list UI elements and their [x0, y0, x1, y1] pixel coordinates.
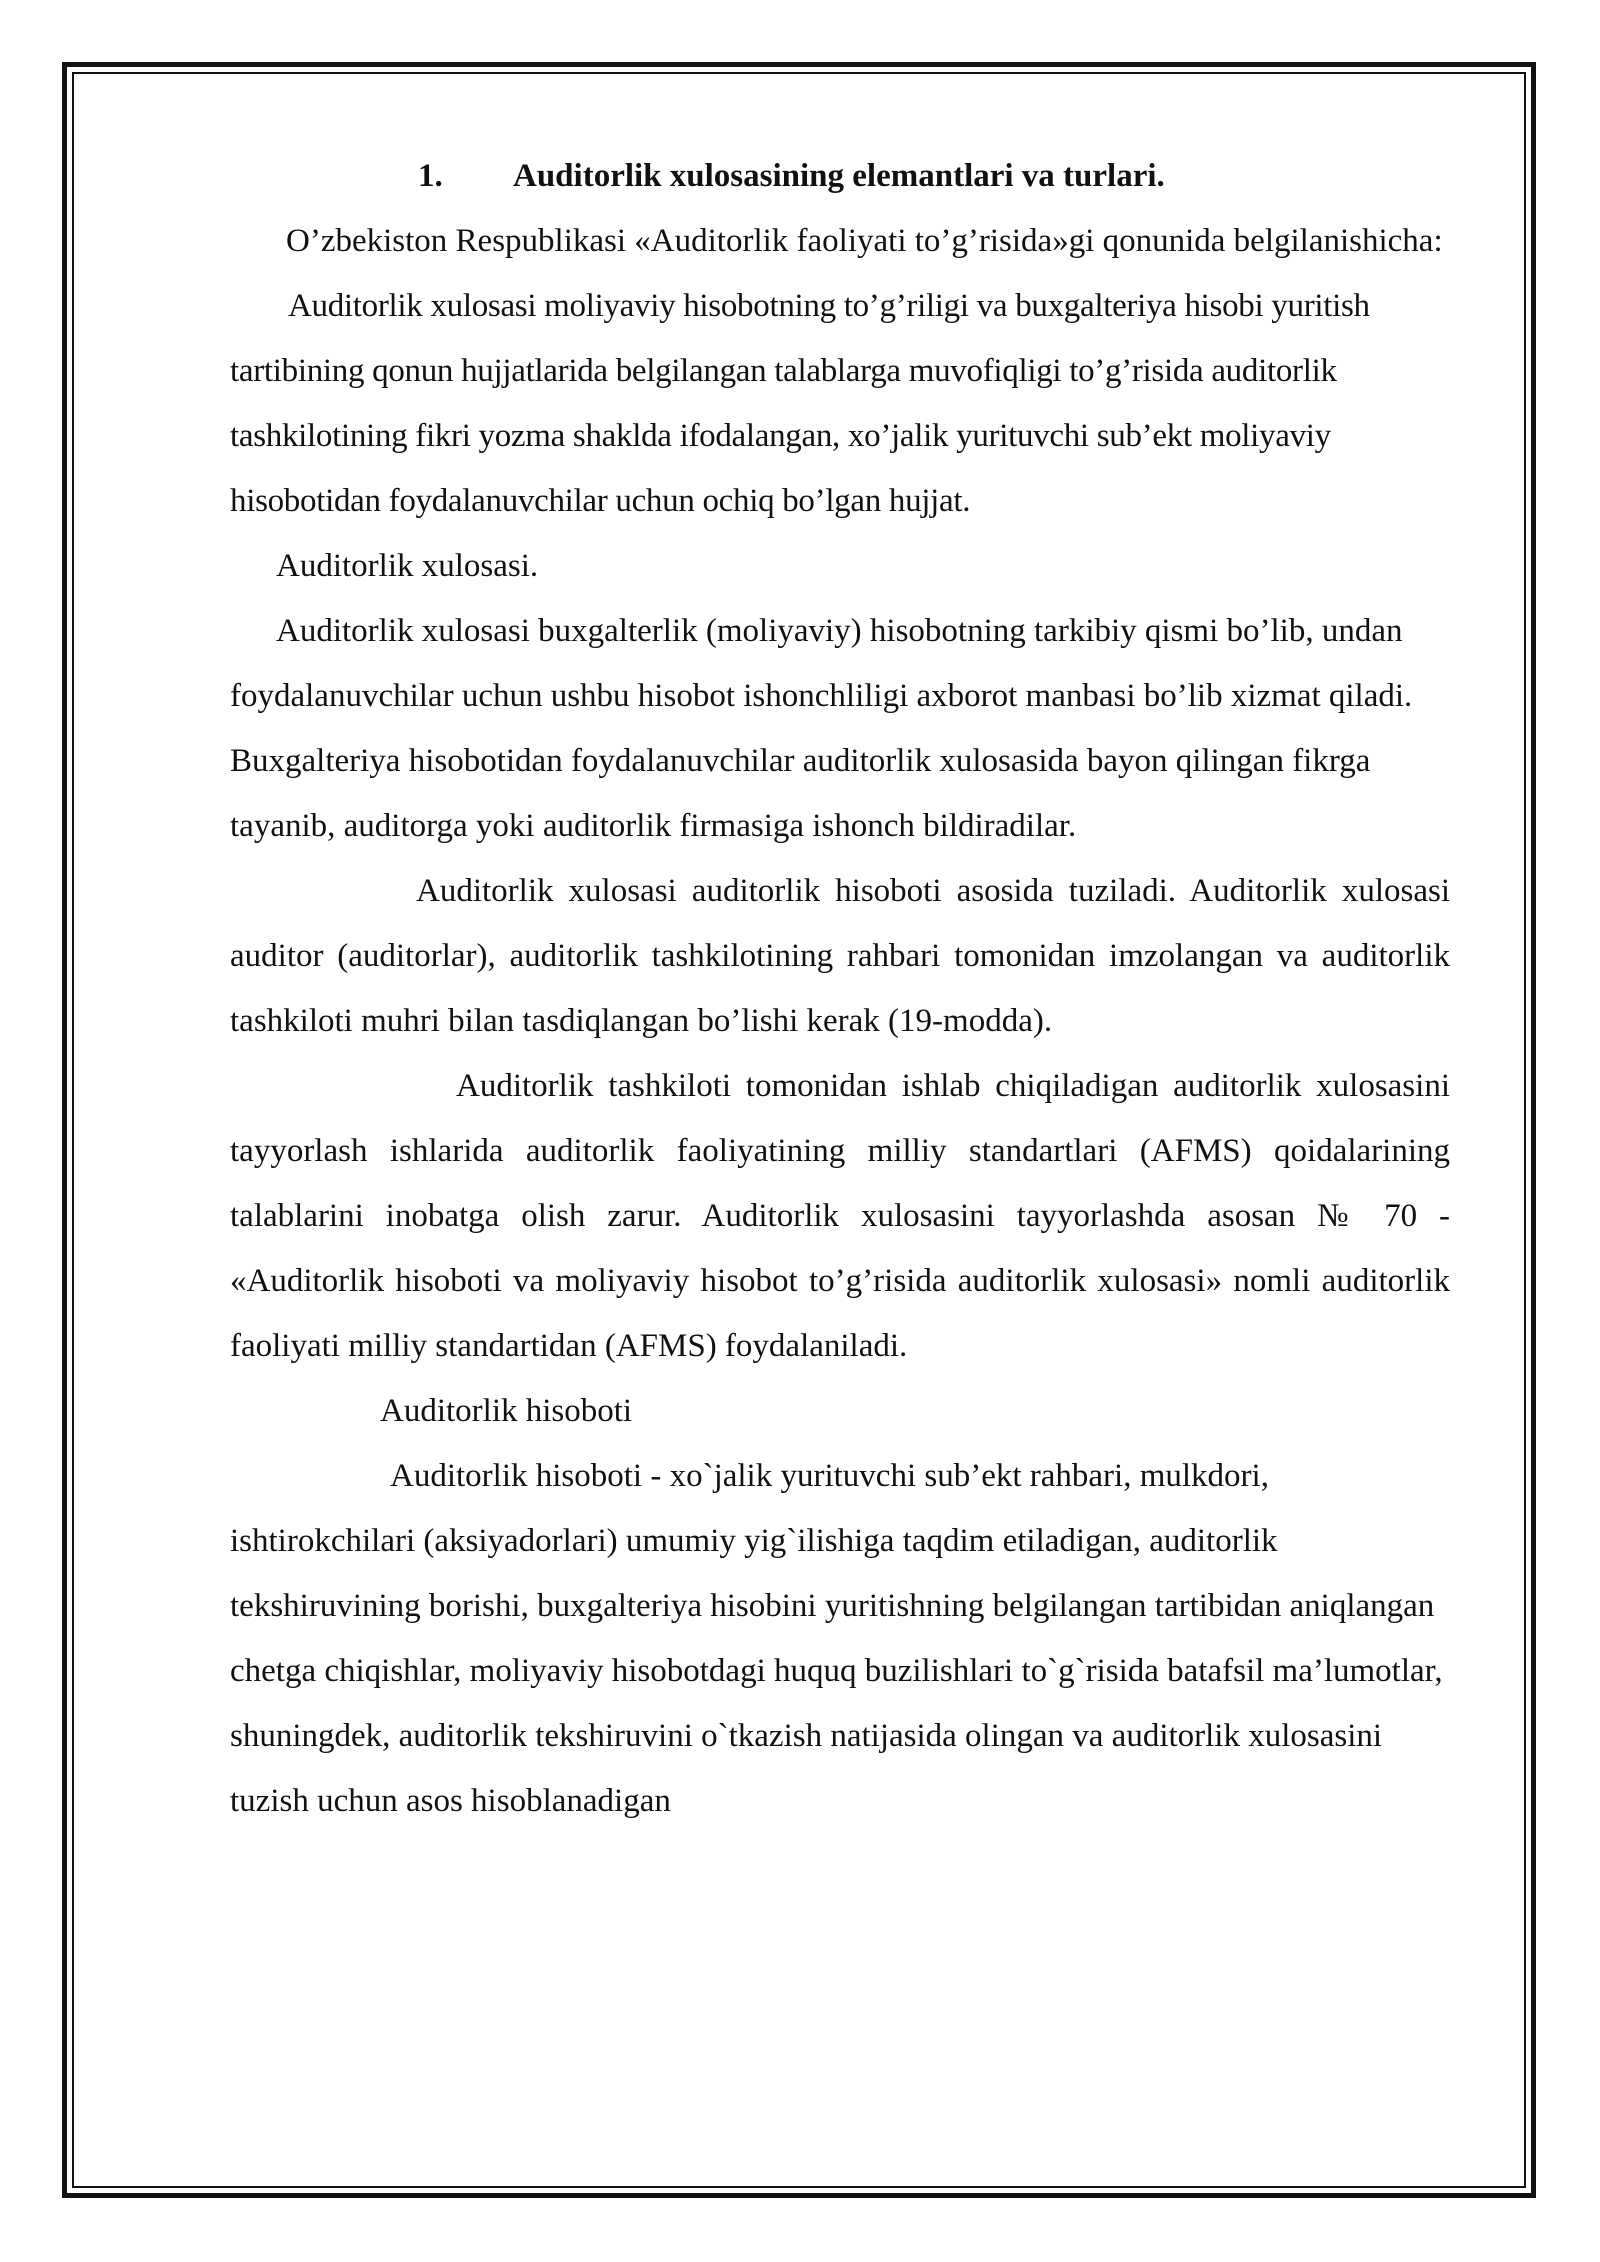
paragraph-subheading-xulosa: Auditorlik xulosasi.	[276, 548, 539, 584]
paragraph-standards: Auditorlik tashkiloti tomonidan ishlab chiqiladigan auditorlik xulosasini tayyorlash ishlarida auditorlik faoliyatining milliy standartlari (AFMS) qoidalarining talablarini inobatga olish zarur. Auditorlik xulosasini tayyorlashda asosan № 70 - «Auditorlik hisoboti va moliyaviy hisobot to’g’risida auditorlik xulosasi» nomli auditorlik faoliyati milliy standartidan (AFMS) foydalaniladi.	[230, 1068, 1450, 1364]
paragraph-hisobot-definition: Auditorlik hisoboti - xo`jalik yurituvchi sub’ekt rahbari, mulkdori, ishtirokchilari (aksiyadorlari) umumiy yig`ilishiga taqdim etiladigan, auditorlik tekshiruvining borishi, buxgalteriya hisobini yuritishning belgilangan tartibidan aniqlangan chetga chiqishlar, moliyaviy hisobotdagi huquq buzilishlari to`g`risida batafsil ma’lumotlar, shuningdek, auditorlik tekshiruvini o`tkazish natijasida olingan va auditorlik xulosasini tuzish uchun asos hisoblanadigan	[230, 1458, 1443, 1819]
paragraph-subheading-hisobot: Auditorlik hisoboti	[380, 1393, 633, 1429]
section-number: 1.	[418, 158, 443, 194]
document-body	[230, 144, 1450, 1834]
paragraph-xulosa-basis: Auditorlik xulosasi auditorlik hisoboti asosida tuziladi. Auditorlik xulosasi auditor (auditorlar), auditorlik tashkilotining rahbari tomonidan imzolangan va auditorlik tashkiloti muhri bilan tasdiqlangan bo’lishi kerak (19-modda).	[230, 873, 1450, 1039]
paragraph-definition: Auditorlik xulosasi moliyaviy hisobotning to’g’riligi va buxgalteriya hisobi yuritish tartibining qonun hujjatlarida belgilangan talablarga muvofiqligi to’g’risida auditorlik tashkilotining fikri yozma shaklda ifodalangan, xo’jalik yurituvchi sub’ekt moliyaviy hisobotidan foydalanuvchilar uchun ochiq bo’lgan hujjat.	[230, 288, 1370, 519]
paragraph-xulosa-role: Auditorlik xulosasi buxgalterlik (moliyaviy) hisobotning tarkibiy qismi bo’lib, undan foydalanuvchilar uchun ushbu hisobot ishonchliligi axborot manbasi bo’lib xizmat qiladi. Buxgalteriya hisobotidan foydalanuvchilar auditorlik xulosasida bayon qilingan fikrga tayanib, auditorga yoki auditorlik firmasiga ishonch bildiradilar.	[230, 613, 1413, 844]
section-heading	[230, 144, 1450, 209]
section-title: Auditorlik xulosasining elemantlari va turlari.	[513, 158, 1165, 194]
paragraph-law-reference: O’zbekiston Respublikasi «Auditorlik faoliyati to’g’risida»gi qonunida belgilanishicha:	[286, 223, 1443, 259]
